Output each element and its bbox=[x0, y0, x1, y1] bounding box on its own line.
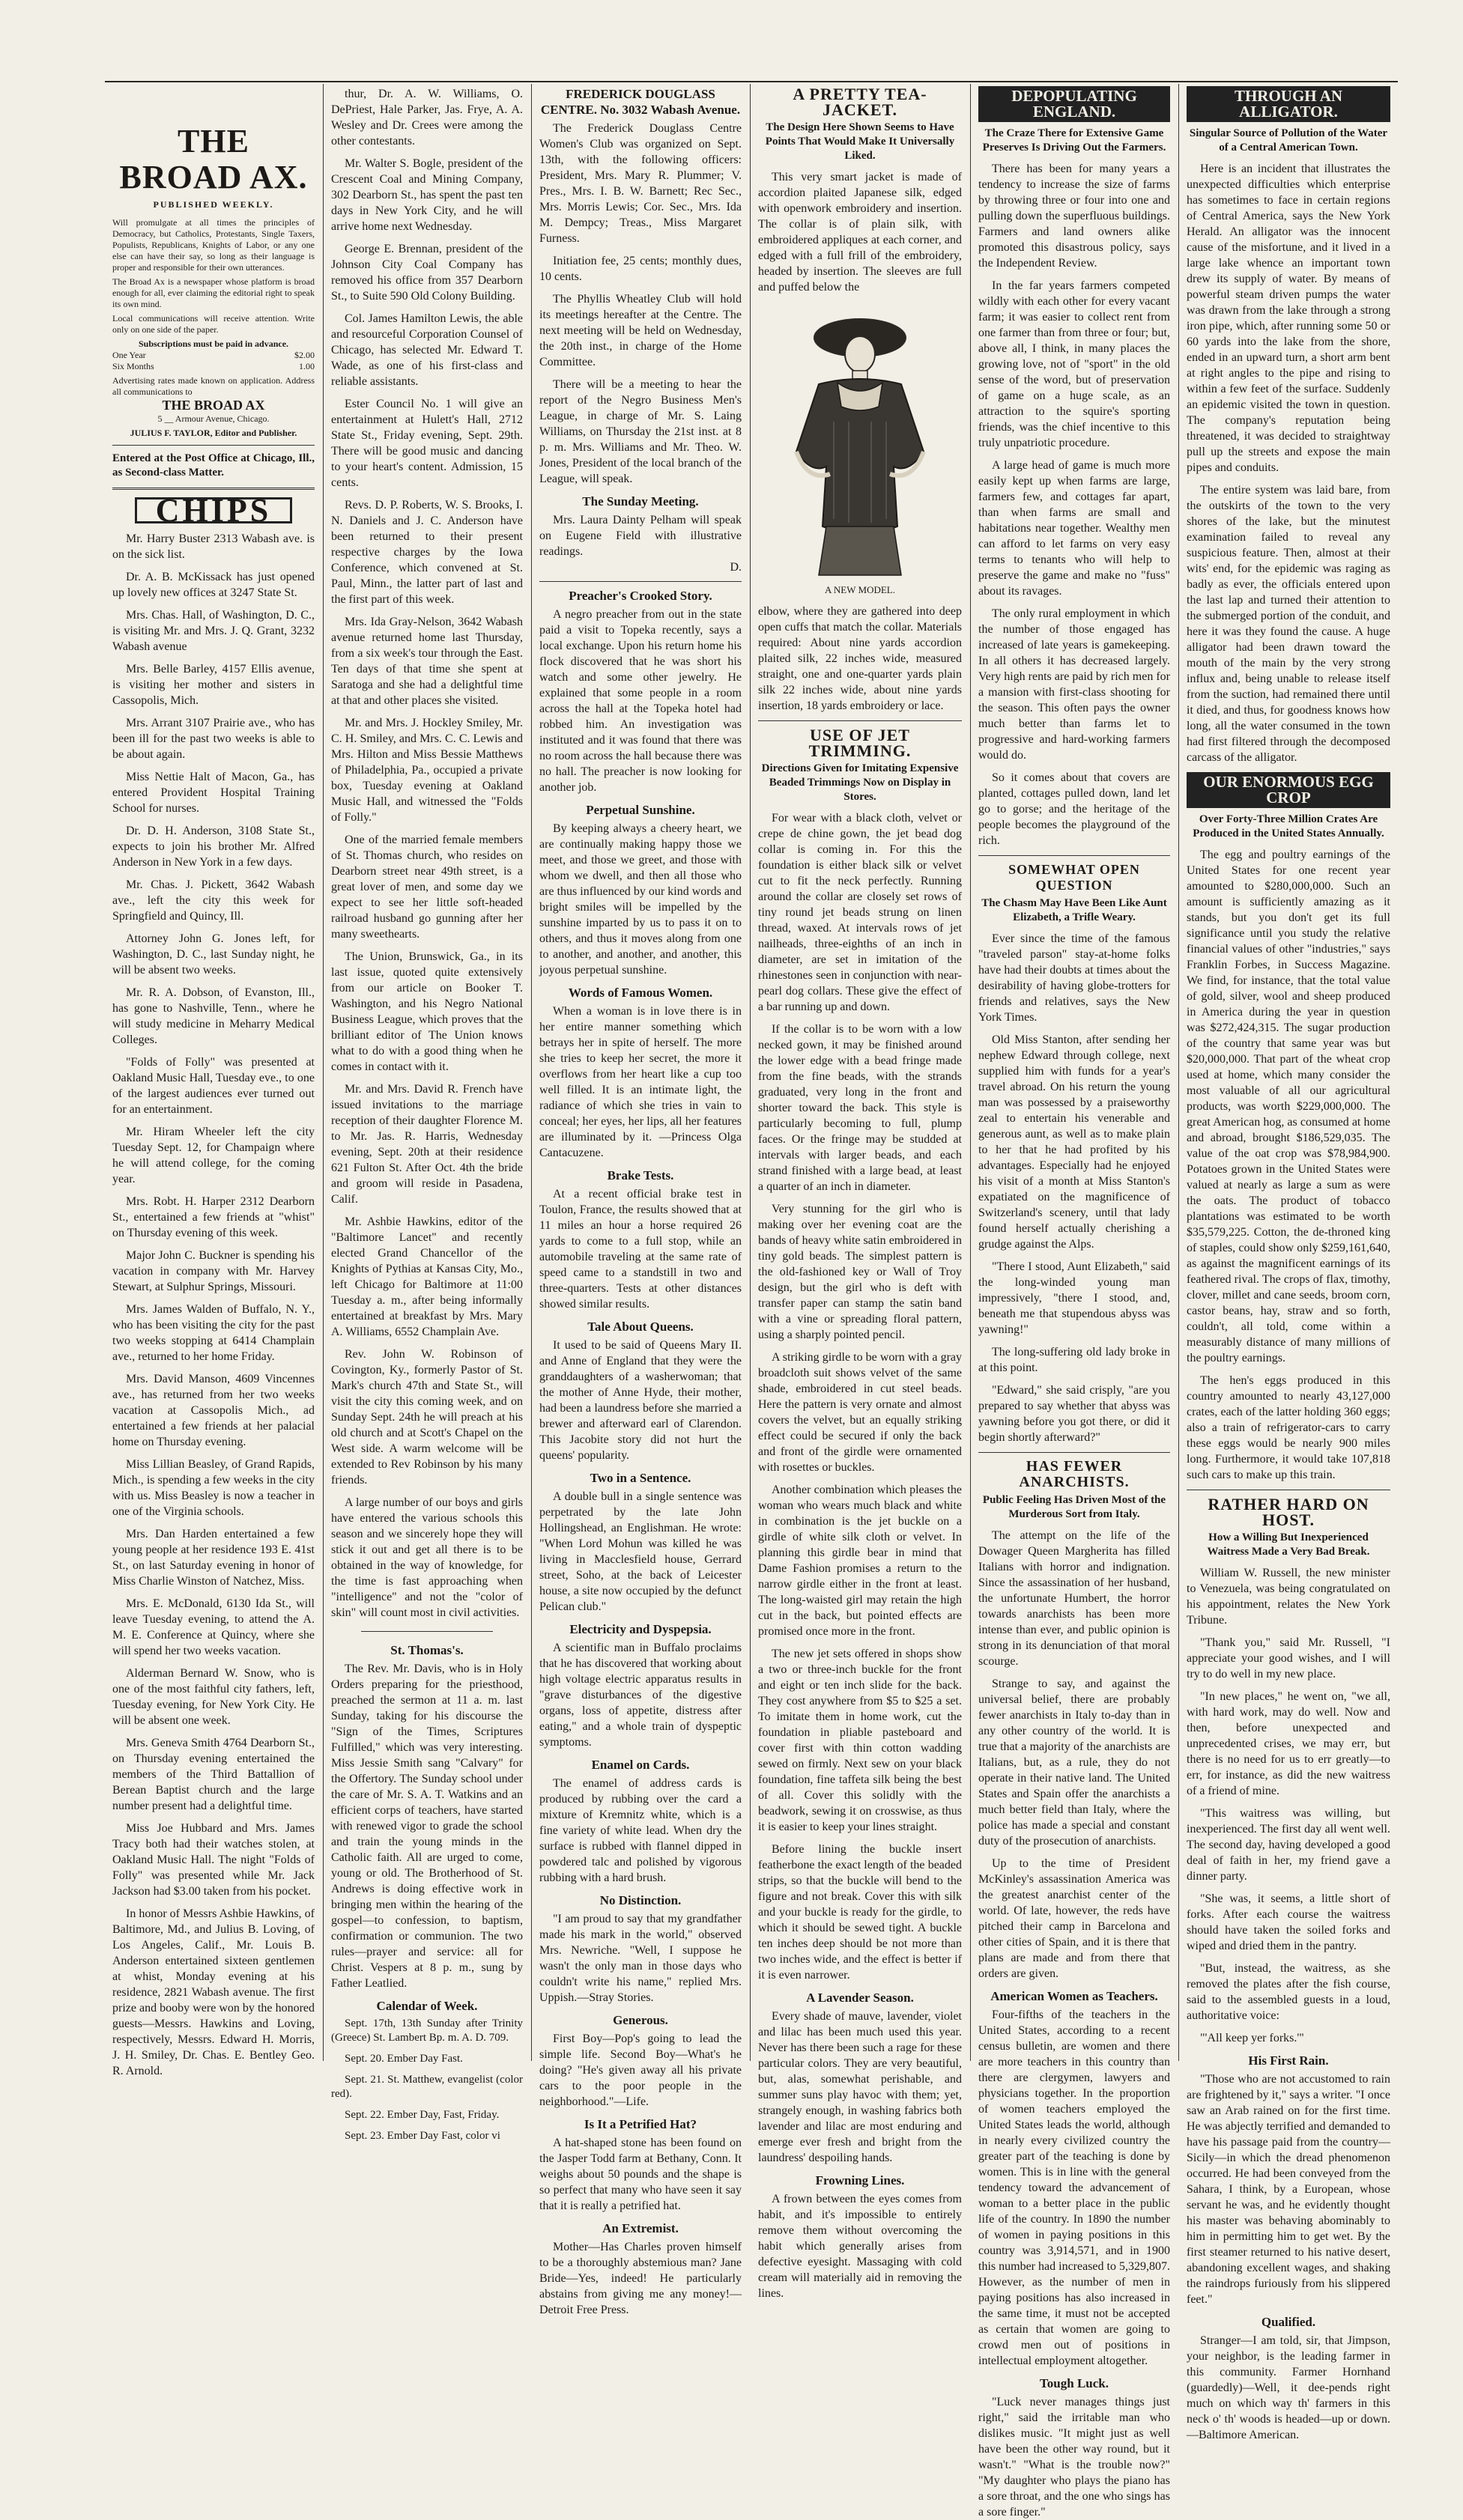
egg-deck: Over Forty-Three Million Crates Are Produced in the United States Annually. bbox=[1193, 813, 1384, 840]
column-6 bbox=[1179, 86, 1398, 2441]
news-item: Mr. Walter S. Bogle, president of the Crescent Coal and Mining Company, 302 Dearborn St., has spent the past ten days in New York City, and he will arrive home next Wednesday. bbox=[331, 157, 523, 233]
st-thomas-heading: St. Thomas's. bbox=[390, 1643, 464, 1657]
divider bbox=[361, 1631, 493, 1632]
jet-paragraph: A striking girdle to be worn with a gray broadcloth suit shows velvet of the same shade, embroidered in cut steel beads. Here the pattern is very ornate and almost covers the velvet, but an equally striking effect could be secured if only the back and front of the girdle were ornamented with rosettes or buckles. bbox=[758, 1351, 962, 1474]
column-5 bbox=[971, 86, 1178, 2519]
news-item: Rev. John W. Robinson of Covington, Ky., formerly Pastor of St. Mark's church 47th and State St., will visit the city this coming week, and on Sunday Sept. 24th he will preach at his old church and at Scott's Chapel on the West side. A warm welcome will be extended to Rev Robinson by his many friends. bbox=[331, 1348, 523, 1487]
chip-item: Mr. R. A. Dobson, of Evanston, Ill., has gone to Nashville, Tenn., where he will study medicine in Meharry Medical Colleges. bbox=[112, 986, 315, 1046]
fd-list bbox=[539, 121, 742, 487]
news-item: Mr. and Mrs. David R. French have issued invitations to the marriage reception of their daughter Florence M. to Mr. Jas. R. Harris, Wednesday evening, Sept. 20th at their residence 621 Fulton St. After Oct. 4th the bride and groom will reside in Pasadena, Calif. bbox=[331, 1083, 523, 1206]
host-deck: How a Willing But Inexperienced Waitress Made a Very Bad Break. bbox=[1207, 1531, 1370, 1558]
news-item: George E. Brennan, president of the Johnson City Coal Company has removed his office from 357 Dearborn St., to Suite 590 Old Colony Building. bbox=[331, 243, 523, 303]
host-paragraph: "'All keep yer forks.'" bbox=[1200, 2032, 1304, 2044]
chip-item: Miss Joe Hubbard and Mrs. James Tracy both had their watches stolen, at Oakland Music Hall. The night "Folds of Folly" was presented while Mr. Jack Jackson had $3.00 taken from his pocket. bbox=[112, 1822, 315, 1898]
news-item: Revs. D. P. Roberts, W. S. Brooks, I. N. Daniels and J. C. Anderson have been returned to their present respective charges by the Iowa Conference, which convened at St. Paul, Minn., the latter part of last and the first part of this week. bbox=[331, 499, 523, 606]
fd-paragraph: The Phyllis Wheatley Club will hold its meetings hereafter at the Centre. The next meeting will be held on Wednesday, the 20th inst., in charge of the Home Committee. bbox=[539, 293, 742, 368]
depop-deck: The Craze There for Extensive Game Preserves Is Driving Out the Farmers. bbox=[982, 127, 1166, 154]
fd-paragraph: There will be a meeting to hear the report of the Negro Business Men's League, in charge of Mr. S. Laing Williams, on Thursday the 21st inst. at 8 p. m. Mrs. Williams and Mr. Theo. W. Jones, President of the local branch of the League, will speak. bbox=[539, 378, 742, 485]
chip-item: Mrs. James Walden of Buffalo, N. Y., who has been visiting the city for the past two weeks stopping at 6414 Champlain ave., returned to her home Friday. bbox=[112, 1303, 315, 1363]
host-paragraph: "This waitress was willing, but inexperienced. The first day all went well. The second day, having developed a good deal of faith in her, my friend gave a dinner party. bbox=[1187, 1807, 1390, 1883]
chip-item: Mrs. Belle Barley, 4157 Ellis avenue, is visiting her mother and sisters in Cassopolis, Mich. bbox=[112, 663, 315, 707]
enamel-heading: Enamel on Cards. bbox=[591, 1758, 690, 1772]
sunday-heading: The Sunday Meeting. bbox=[582, 494, 699, 508]
brake-heading: Brake Tests. bbox=[607, 1168, 674, 1182]
depop-paragraph: The only rural employment in which the number of those engaged has increased of late years is gamekeeping. In all others it has decreased largely. Very high rents are paid by rich men for a mansion with first-class shooting for the season. This often pays the owner much better than farms let to progressive and hard-working farmers would do. bbox=[978, 607, 1170, 762]
petrified-heading: Is It a Petrified Hat? bbox=[584, 2117, 697, 2131]
distinction-heading: No Distinction. bbox=[599, 1893, 682, 1907]
alligator-list bbox=[1187, 161, 1390, 765]
tough-heading: Tough Luck. bbox=[1040, 2376, 1109, 2390]
news-item: Mr. Ashbie Hawkins, editor of the "Baltimore Lancet" and recently elected Grand Chancellor of the Knights of Pythias at Kansas City, Mo., left Chicago for Baltimore at 11:00 Tuesday a. m., after being informally entertained at breakfast by Mrs. Mary A. Williams, 6552 Champlain Ave. bbox=[331, 1215, 523, 1338]
advertising-note: Advertising rates made known on application. Address all communications to bbox=[112, 375, 315, 397]
news-item: Col. James Hamilton Lewis, the able and resourceful Corporation Counsel of Chicago, has selected Mr. Edward T. Wade, as one of his first-class and reliable assistants. bbox=[331, 312, 523, 388]
jet-deck: Directions Given for Imitating Expensive Beaded Trimmings Now on Display in Stores. bbox=[761, 762, 959, 803]
depop-paragraph: So it comes about that covers are planted, cottages pulled down, land let go to gorse; and the heritage of the people becomes the playground of the rich. bbox=[978, 771, 1170, 847]
petrified-body: A hat-shaped stone has been found on the Jasper Todd farm at Bethany, Conn. It weighs about 50 pounds and the shape is so perfect that many who have seen it say that it is really a petrified hat. bbox=[539, 2137, 742, 2212]
chip-item: Alderman Bernard W. Snow, who is one of the most faithful city fathers, left, Tuesday evening, for New York City. He will be absent one week. bbox=[112, 1667, 315, 1727]
chip-item: Mrs. Robt. H. Harper 2312 Dearborn St., entertained a few friends at "whist" on Thursday evening of this week. bbox=[112, 1195, 315, 1239]
host-paragraph: "But, instead, the waitress, as she removed the plates after the fish course, said to the assembled guests in a loud, authoritative voice: bbox=[1187, 1962, 1390, 2022]
alligator-paragraph: The entire system was laid bare, from the outskirts of the town to the very shores of the lake, but the minutest examination failed to reveal any suspicious feature. Then, almost at their wits' end, for the epidemic was raging as badly as ever, the officials entered upon the last lap and turned their attention to the submerged portion of the conduit, and here it was they found the cause. A huge alligator had been drawn toward the mouth of the main by the very strong influx and, being unable to release itself from the suction, had remained there until it died, and thus, for goodness knows how long, all the water consumed in the town had first filtered through the decomposed carcass of the alligator. bbox=[1187, 484, 1390, 764]
depop-heading: DEPOPULATING ENGLAND. bbox=[978, 86, 1170, 122]
alligator-heading: THROUGH AN ALLIGATOR. bbox=[1187, 86, 1390, 122]
anarch-paragraph: Strange to say, and against the universal belief, there are probably fewer anarchists in Italy to-day than in any other country of the world. It is true that a majority of the anarchists are Italians, but, as a rule, they do not operate in their native land. The United States and Spain offer the anarchists a much better field than Italy, where the police has made a special and constant duty of the prosecution of anarchists. bbox=[978, 1678, 1170, 1848]
calendar-heading: Calendar of Week. bbox=[376, 1999, 478, 2013]
open-heading: SOMEWHAT OPEN QUESTION bbox=[1008, 862, 1140, 893]
calendar-list bbox=[331, 2017, 523, 2143]
dyspepsia-body: A scientific man in Buffalo proclaims that he has discovered that working about high voltage electric apparatus results in "grave disturbances of the digestive organs, loss of appetite, distress after eating," and a whole train of dyspeptic symptoms. bbox=[539, 1642, 742, 1749]
chips-heading: CHIPS bbox=[135, 497, 292, 523]
enamel-body: The enamel of address cards is produced by rubbing over the card a mixture of Kremnitz white, which is a fine variety of white lead. When dry the surface is rubbed with flannel dipped in powdered talc and polished by vigorous rubbing with a hard brush. bbox=[539, 1777, 742, 1884]
host-list bbox=[1187, 1565, 1390, 2046]
masthead-subtitle: PUBLISHED WEEKLY. bbox=[153, 199, 274, 210]
lavender-heading: A Lavender Season. bbox=[806, 1991, 914, 2005]
jacket-body: This very smart jacket is made of accordion plaited Japanese silk, edged with openwork embroidery and insertion. The collar is of plain silk, with embroidered appliques at each corner, and edged with a full frill of the embroidery, headed by insertion. The sleeves are full and puffed below the bbox=[758, 171, 962, 294]
alligator-deck: Singular Source of Pollution of the Water of a Central American Town. bbox=[1189, 127, 1388, 154]
qualified-body: Stranger—I am told, sir, that Jimpson, your neighbor, is the leading farmer in this community. Farmer Hornhand (guardedly)—Well, it dee-pends right much on which way th' farmers in this neck o' th' woods is headed—up or down.—Baltimore American. bbox=[1187, 2334, 1390, 2441]
divider bbox=[978, 1452, 1170, 1453]
jet-paragraph: If the collar is to be worn with a low necked gown, it may be finished around the lower edge with a bead fringe made from the fine beads, with the strands graduated, very long in the front and shorter toward the back. This style is particularly becoming to full, plump faces. Or the fringe may be studded at intervals with larger beads, and each strand finished with a large bead, at least a quarter of an inch in diameter. bbox=[758, 1023, 962, 1193]
jet-paragraph: Another combination which pleases the woman who wears much black and white in combination is the jet buckle on a girdle of white silk cloth or velvet. In planning this girdle bear in mind that Dame Fashion promises a return to the narrow girdle either in the front at least. The long-waisted girl may retain the high cut in the back, but pointed effects are promised once more in the front. bbox=[758, 1484, 962, 1638]
words-heading: Words of Famous Women. bbox=[568, 986, 713, 1000]
anarch-paragraph: Up to the time of President McKinley's assassination America was the greatest anarchist center of the world. Of late, however, the reds have pitched their camp in Barcelona and other cities of Spain, and it is there that plans are made and from there that orders are given. bbox=[978, 1857, 1170, 1980]
sentence-heading: Two in a Sentence. bbox=[590, 1471, 691, 1485]
divider bbox=[758, 720, 962, 721]
extremist-body: Mother—Has Charles proven himself to be a thoroughly abstemious man? Jane Bride—Yes, indeed! He particularly abstains from giving me any money!—Detroit Free Press. bbox=[539, 2241, 742, 2316]
open-deck: The Chasm May Have Been Like Aunt Elizabeth, a Trifle Weary. bbox=[981, 897, 1167, 923]
rate-label: One Year bbox=[112, 350, 146, 360]
fd-paragraph: Initiation fee, 25 cents; monthly dues, 10 cents. bbox=[539, 255, 742, 283]
jet-paragraph: For wear with a black cloth, velvet or crepe de chine gown, the jet bead dog collar is coming in. For this the foundation is either black silk or velvet cut to fit the neck perfectly. Running around the collar are closely set rows of tiny round jet beads strung on linen thread, waxed. At intervals rows of jet nailheads, three-eighths of an inch in diameter, are set in imitation of the rhinestones seen in conjunction with near-pearl dog collars. These give the effect of a bar running up and down. bbox=[758, 812, 962, 1013]
jet-paragraph: Very stunning for the girl who is making over her evening coat are the bands of heavy white satin embroidered in tiny gold beads. The simplest pattern is the old-fashioned key or Wall of Troy design, but the girl who is deft with transfer paper can stamp the satin band with a vine or spreading floral pattern, using a sharply pointed pencil. bbox=[758, 1203, 962, 1341]
depop-paragraph: There has been for many years a tendency to increase the size of farms by throwing three or four into one and pulling down the superfluous buildings. Farmers and land owners alike promoted this disastrous policy, says the Independent Review. bbox=[978, 163, 1170, 270]
news-item: thur, Dr. A. W. Williams, O. DePriest, Hale Parker, Jas. Frye, A. A. Wesley and Dr. Crees were among the other contestants. bbox=[331, 88, 523, 148]
egg-paragraph: The egg and poultry earnings of the United States for one recent year amounted to $280,000,000. Such an amount is sufficiently amazing as it stands, but you don't get its full significance until you study the relative financial values of other "industries," says Franklin Forbes, in Success Magazine. We find, for instance, that the total value of gold, silver, wool and sheep produced in America during the year in question was $272,424,315. The sugar production of the country that same year was but $20,000,000. That part of the wheat crop used at home, which many consider the most valuable of all our agricultural products, was worth $229,000,000. The great American hog, as consumed at home and abroad, brought $186,529,035. The value of the oat crop was $78,984,900. Potatoes grown in the United States were valued at nearly as large a sum as were the oats. The product of tobacco plantations was estimated to be worth $35,579,225. Cotton, the de-throned king of staples, could show only $259,161,640, as against the magnificent earnings of its feathered rival. The crops of flax, timothy, clover, millet and cane seeds, broom corn, castor beans, hay, straw and so forth, couldn't, all told, come within a measurably distance of many millions of the poultry earnings. bbox=[1187, 848, 1390, 1364]
jet-list bbox=[758, 810, 962, 1983]
generous-heading: Generous. bbox=[613, 2013, 668, 2027]
chip-item: Dr. A. B. McKissack has just opened up lovely new offices at 3247 State St. bbox=[112, 571, 315, 599]
fd-heading: FREDERICK DOUGLASS CENTRE. No. 3032 Wabash Avenue. bbox=[540, 87, 741, 117]
jet-paragraph: The new jet sets offered in shops show a two or three-inch buckle for the front and eight or ten inch slide for the back. They cost anywhere from $5 to $25 a set. To imitate them in home work, cut the foundation in pliable pasteboard and cover first with thin cotton wadding sewed on firmly. Next sew on your black foundation, fine taffeta silk being the best of all. Cover this solidly with the beadwork, sewing it on crosswise, as thus it is easier to keep your lines straight. bbox=[758, 1648, 962, 1833]
top-rule bbox=[105, 81, 1398, 82]
alligator-paragraph: Here is an incident that illustrates the unexpected difficulties which enterprise has sometimes to face in certain regions of Central America, says the New York Herald. An alligator was the innocent cause of the misfortune, and it lived in a large lake whence an important town drew its supply of water. By means of powerful steam driven pumps the water was drawn from the lake through a strong iron pipe, which, after running some 50 or 60 yards into the lake from the shore, ended in an upward turn, a short arm bent at right angles to the pipe and rising to within a few feet of the surface. Suddenly an epidemic visited the town in question. The company's reputation being threatened, it was decided to straightway pull up the streets and expose the main pipes and conduits. bbox=[1187, 163, 1390, 474]
rate-label: Six Months bbox=[112, 361, 154, 371]
column-1 bbox=[105, 86, 322, 2077]
anarch-list bbox=[978, 1528, 1170, 1982]
chips-list bbox=[112, 531, 315, 2079]
egg-heading: OUR ENORMOUS EGG CROP bbox=[1187, 772, 1390, 808]
news-item: Mr. and Mrs. J. Hockley Smiley, Mr. C. H. Smiley, and Mrs. C. C. Lewis and Mrs. Hilton and Miss Bessie Matthews of Philadelphia, Pa., occupied a private box, Tuesday evening at Oakland Music Hall, and witnessed the "Folds of Folly." bbox=[331, 717, 523, 824]
jacket-deck: The Design Here Shown Seems to Have Points That Would Make It Universally Liked. bbox=[765, 121, 955, 162]
masthead bbox=[112, 86, 315, 213]
chip-item: Mr. Hiram Wheeler left the city Tuesday Sept. 12, for Champaign where he will attend college, for the coming year. bbox=[112, 1126, 315, 1185]
divider bbox=[539, 581, 742, 582]
chip-item: In honor of Messrs Ashbie Hawkins, of Baltimore, Md., and Julius B. Loving, of Los Angeles, Calif., Mr. Louis B. Anderson entertained sixteen gentlemen at whist, Monday evening at his residence, 2821 Wabash avenue. The first prize and booby were won by the honored guests—Messrs. Hawkins and Loving, respectively, Messrs. Edward H. Morris, J. H. Smiley, Dr. Chas. E. Bentley Geo. R. Arnold. bbox=[112, 1907, 315, 2077]
rain-heading: His First Rain. bbox=[1248, 2053, 1329, 2068]
rate-price: $2.00 bbox=[294, 350, 315, 360]
masthead-communications: Local communications will receive attention. Write only on one side of the paper. bbox=[112, 313, 315, 335]
calendar-item: Sept. 23. Ember Day Fast, color vi bbox=[345, 2130, 500, 2142]
entered-note: Entered at the Post Office at Chicago, Ill., as Second-class Matter. bbox=[112, 452, 315, 479]
anarch-paragraph: The attempt on the life of the Dowager Queen Margherita has filled Italians with horror and indignation. Since the assassination of her husband, the unfortunate Humbert, the horror towards anarchists has been more intense than ever, and public opinion is strong in its denunciation of that moral scourge. bbox=[978, 1529, 1170, 1668]
teachers-heading: American Women as Teachers. bbox=[990, 1989, 1158, 2003]
chip-item: Mrs. Dan Harden entertained a few young people at her residence 193 E. 41st St., on last Saturday evening in honor of Miss Charlie Winston of Natchez, Miss. bbox=[112, 1528, 315, 1588]
news-item: The Union, Brunswick, Ga., in its last issue, quoted quite extensively from our article on Booker T. Washington, and his Negro National Business League, which proves that the brilliant editor of The Union knows what to do with a good thing when he comes in contact with it. bbox=[331, 950, 523, 1073]
depop-paragraph: A large head of game is much more easily kept up when farms are large, farmers few, and cottages far apart, than when farms are small and habitations near together. Wealthy men can afford to let farms on very easy terms to tenants who will help to preserve the game and make no "fuss" about its ravages. bbox=[978, 459, 1170, 598]
egg-list bbox=[1187, 847, 1390, 1483]
rate-row bbox=[112, 361, 315, 372]
divider bbox=[978, 855, 1170, 856]
open-list bbox=[978, 931, 1170, 1445]
open-paragraph: Old Miss Stanton, after sending her nephew Edward through college, next supplied him with funds for a year's travel abroad. On his return the young man was possessed by a praiseworthy zeal to entertain his venerable and generous aunt, as well as to make plain to her that he had profited by his advantages. Especially had he enjoyed his visit of a month at Miss Stanton's expatiated on the magnificence of Switzerland's scenery, until that lady found herself actually cherishing a grudge against the Alps. bbox=[978, 1033, 1170, 1251]
rate-row bbox=[112, 350, 315, 361]
distinction-body: "I am proud to say that my grandfather made his mark in the world," observed Mrs. Newriche. "Well, I suppose he wasn't the only man in those days who couldn't write his name," replied Mrs. Uppish.—Stray Stories. bbox=[539, 1913, 742, 2004]
sunday-body: Mrs. Laura Dainty Pelham will speak on Eugene Field with illustrative readings. bbox=[539, 514, 742, 558]
sunshine-body: By keeping always a cheery heart, we are continually making happy those we meet, and those we greet, and those with whom we dwell, and then all those who are thus influenced by our kind words and bright smiles will be impelled by the sunshine imparted by us to pass it on to others, and thus it moves along from one to another, and another, and another, this joyous perpetual sunshine. bbox=[539, 822, 742, 977]
depop-list bbox=[978, 161, 1170, 848]
jet-heading: USE OF JET TRIMMING. bbox=[808, 726, 912, 760]
chip-item: Mrs. E. McDonald, 6130 Ida St., will leave Tuesday evening, to attend the A. M. E. Conference at Quincy, where she will spend her two weeks vacation. bbox=[112, 1597, 315, 1657]
open-paragraph: Ever since the time of the famous "traveled parson" stay-at-home folks have had their doubts at times about the desirability of having globe-trotters for friends and relatives, says the New York Times. bbox=[978, 932, 1170, 1024]
rate-price: 1.00 bbox=[299, 361, 315, 371]
host-heading: RATHER HARD ON HOST. bbox=[1208, 1495, 1369, 1529]
address-line: 5 __ Armour Avenue, Chicago. bbox=[157, 413, 270, 424]
open-paragraph: "There I stood, Aunt Elizabeth," said the long-winded young man impressively, "there I stood, and, beneath me that stupendous abyss was yawning!" bbox=[978, 1260, 1170, 1336]
news-item: A large number of our boys and girls have entered the various schools this season and we sincerely hope they will stick it out and get all there is to be obtained in the way of knowledge, for the time is fast approaching when "intelligence" and not the "color of skin" will count most in civil activities. bbox=[331, 1496, 523, 1619]
generous-body: First Boy—Pop's going to lead the simple life. Second Boy—What's he doing? "He's given away all his private cars to the poor people in the neighborhood."—Life. bbox=[539, 2032, 742, 2108]
column-4 bbox=[751, 85, 969, 2300]
col2-list bbox=[331, 86, 523, 1621]
woman-in-jacket-icon bbox=[774, 302, 946, 579]
open-paragraph: "Edward," she said crisply, "are you prepared to say whether that abyss was yawning before you got there, or did it begin shortly afterward?" bbox=[978, 1384, 1170, 1444]
egg-paragraph: The hen's eggs produced in this country amounted to nearly 43,127,000 crates, each of the latter holding 360 eggs; also a train of refrigerator-cars to carry these eggs would be nearly 900 miles long. Furthermore, it would take 107,818 such cars to make up this train. bbox=[1187, 1374, 1390, 1481]
host-paragraph: "She was, it seems, a little short of forks. After each course the waitress should have taken the soiled forks and wiped and dried them in the pantry. bbox=[1187, 1892, 1390, 1952]
calendar-item: Sept. 20. Ember Day Fast. bbox=[345, 2053, 463, 2065]
divider bbox=[112, 445, 315, 446]
calendar-item: Sept. 22. Ember Day, Fast, Friday. bbox=[345, 2109, 500, 2121]
illustration-caption: A NEW MODEL. bbox=[824, 584, 895, 595]
jacket-heading: A PRETTY TEA-JACKET. bbox=[793, 85, 927, 119]
chip-item: Mrs. Chas. Hall, of Washington, D. C., is visiting Mr. and Mrs. J. Q. Grant, 3232 Wabash avenue bbox=[112, 609, 315, 653]
editor-line: JULIUS F. TAYLOR, Editor and Publisher. bbox=[130, 428, 297, 438]
dyspepsia-heading: Electricity and Dyspepsia. bbox=[569, 1622, 712, 1636]
jet-paragraph: Before lining the buckle insert featherbone the exact length of the beaded strips, so that the buckle will bend to the figure and not break. Cover this with silk and your buckle is ready for the girdle, to which it should be sewed tight. A buckle ten inches deep should be not more than two inches wide, and the effect is better if it is even narrower. bbox=[758, 1843, 962, 1982]
depop-paragraph: In the far years farmers competed wildly with each other for every vacant farm; it was easier to collect rent from one farmer than from three or four; but, above all, I think, in many places the growing love, not of "sport" in the old sense of the word, but of preservation of game on a huge scale, as an attraction to the squire's sporting friends, was the chief incentive to this truly unpatriotic procedure. bbox=[978, 279, 1170, 449]
frowning-heading: Frowning Lines. bbox=[815, 2173, 905, 2187]
words-body: When a woman is in love there is in her entire manner something which betrays her in spite of herself. The more she tries to keep her secret, the more it overflows from her heart like a cup too well filled. It is an intimate light, the radiance of which she tries in vain to conceal; her eyes, her lips, all her features are illuminated by it. —Princess Olga Cantacuzene. bbox=[539, 1005, 742, 1159]
st-thomas-body: The Rev. Mr. Davis, who is in Holy Orders preparing for the priesthood, preached the sermon at 11 a. m. last Sunday, taking for his discourse the "Sign of the Times, Scriptures Fulfilled," which was very interesting. Miss Jessie Smith sang "Calvary" for the Offertory. The Sunday school under the care of Mr. S. A. T. Watkins and an efficient corps of teachers, have started with renewed vigor to grade the school and train the young minds in the Catholic faith. All are urged to come, young or old. The Brotherhood of St. Andrews is doing effective work in bringing men within the hearing of the gospel—to confession, to baptism, confirmation or communion. The two rules—prayer and service: all for Christ. Vespers at 8 p. m., sung by Father Leatlied. bbox=[331, 1663, 523, 1990]
column-3 bbox=[532, 86, 749, 2316]
rain-body: "Those who are not accustomed to rain are frightened by it," says a writer. "I once saw an Arab rained on for the first time. He was abjectly terrified and demanded to have his passage paid from the country—Sicily—in which the dread phenomenon occurred. He had been conveyed from the Sahara, I think, by a European, whose servant he was, and he evidently thought his master was behaving abominably to him in permitting him to get wet. By the first steamer returned to his native desert, abandoning excellent wages, and shaking the raindrops furiously from his slippered feet." bbox=[1187, 2073, 1390, 2306]
news-item: One of the married female members of St. Thomas church, who resides on Dearborn street near 49th street, is a great lover of men, and some day we expect to see her little soft-headed railroad husband go gunning after her many sweethearts. bbox=[331, 834, 523, 941]
calendar-item: Sept. 17th, 13th Sunday after Trinity (Greece) St. Lambert Bp. m. A. D. 709. bbox=[331, 2017, 523, 2044]
crooked-body: A negro preacher from out in the state paid a visit to Topeka recently, says a local exchange. Upon his return home his flock discovered that he was short his watch and some other jewelry. He explained that some people in a room across the hall at the Topeka hotel had robbed him. An investigation was instituted and it was found that there was no room across the hall because there was no hall. The preacher is now looking for another job. bbox=[539, 608, 742, 794]
masthead-policy: Will promulgate at all times the principles of Democracy, but Catholics, Protestants, Single Taxers, Populists, Republicans, Knights of Labor, or any one else can have their say, so long as their language is proper and responsible for their own utterances. bbox=[112, 217, 315, 273]
queens-heading: Tale About Queens. bbox=[587, 1320, 694, 1334]
chip-item: Miss Lillian Beasley, of Grand Rapids, Mich., is spending a few weeks in the city with us. Miss Beasley is now a teacher in one of the Virginia schools. bbox=[112, 1458, 315, 1518]
tea-jacket-illustration bbox=[774, 302, 946, 579]
chip-item: Dr. D. H. Anderson, 3108 State St., expects to join his brother Mr. Alfred Anderson in New York in a few days. bbox=[112, 825, 315, 869]
anarch-heading: HAS FEWER ANARCHISTS. bbox=[1019, 1458, 1130, 1490]
extremist-heading: An Extremist. bbox=[602, 2221, 679, 2235]
sentence-body: A double bull in a single sentence was perpetrated by the late John Hollingshead, an Englishman. He wrote: "When Lord Mohun was killed he was living in Macclesfield house, Gerrard street, Soho, at the back of Leicester house, a site now occupied by the defunct Pelican club." bbox=[539, 1490, 742, 1613]
chip-item: "Folds of Folly" was presented at Oakland Music Hall, Tuesday eve., to one of the largest audiences ever turned out for an entertainment. bbox=[112, 1056, 315, 1116]
subscriptions-note: Subscriptions must be paid in advance. bbox=[138, 338, 289, 349]
chip-item: Mrs. Geneva Smith 4764 Dearborn St., on Thursday evening entertained the members of the Third Battallion of Berean Baptist church and the large number present had a delightful time. bbox=[112, 1737, 315, 1812]
chip-item: Miss Nettie Halt of Macon, Ga., has entered Provident Hospital Training School for nurses. bbox=[112, 771, 315, 815]
tough-body: "Luck never manages things just right," said the irritable man who dislikes music. "It might just as well have been the other way round, but it wasn't." "What is the trouble now?" "My daughter who plays the piano has a sore throat, and the one who sings has a sore finger." bbox=[978, 2396, 1170, 2519]
fd-paragraph: The Frederick Douglass Centre Women's Club was organized on Sept. 13th, with the following officers: President, Mrs. Mary R. Plummer; V. Pres., Mrs. I. B. W. Barnett; Rec Sec., Mrs. Morris Lewis; Cor. Sec., Mrs. Ida M. Dempcy; Treas., Miss Margaret Furness. bbox=[539, 122, 742, 245]
masthead-note: The Broad Ax is a newspaper whose platform is broad enough for all, ever claiming the editorial right to speak its own mind. bbox=[112, 276, 315, 309]
masthead-title: THE BROAD AX. bbox=[119, 123, 308, 195]
address-name: THE BROAD AX bbox=[162, 398, 265, 413]
host-paragraph: "Thank you," said Mr. Russell, "I appreciate your good wishes, and I will try to do well in my new place. bbox=[1187, 1636, 1390, 1680]
chip-item: Major John C. Buckner is spending his vacation in company with Mr. Harvey Stewart, at Sulphur Springs, Missouri. bbox=[112, 1249, 315, 1293]
sunday-signature: D. bbox=[730, 561, 742, 574]
teachers-body: Four-fifths of the teachers in the United States, according to a recent census bulletin, are women and there are more teachers in this country than there are clergymen, lawyers and physicians together. In the proportion of women teachers employed the United States leads the world, although in nearly every civilized country the greater part of the teaching is done by women. This is in line with the general tendency toward the advancement of woman to a better place in the public life of the country. In 1890 the number of women in paying positions in this country was 3,914,571, and in 1900 this number had increased to 5,329,807. However, as the number of men in paying positions has also increased in the same time, it must not be accepted as certain that women are going to crowd men out of positions in intellectual employment altogether. bbox=[978, 2009, 1170, 2367]
qualified-heading: Qualified. bbox=[1261, 2315, 1316, 2329]
jacket-body-cont: elbow, where they are gathered into deep open cuffs that match the collar. Materials required: About nine yards accordion plaited silk, 22 inches wide, measured straight, one and one-quarter yards plain silk 22 inches wide, about nine yards insertion, 18 yards embroidery or lace. bbox=[758, 605, 962, 712]
divider bbox=[112, 488, 315, 490]
brake-body: At a recent official brake test in Toulon, France, the results showed that at 11 miles an hour a horse required 26 yards to come to a full stop, while an automobile traveling at the same rate of speed came to a standstill in two and three-quarters. Tests at other distances showed similar results. bbox=[539, 1188, 742, 1311]
chip-item: Mrs. Arrant 3107 Prairie ave., who has been ill for the past two weeks is able to be about again. bbox=[112, 717, 315, 761]
news-item: Ester Council No. 1 will give an entertainment at Hulett's Hall, 2712 State St., Friday evening, Sept. 29th. There will be good music and dancing to your heart's content. Admission, 15 cents. bbox=[331, 398, 523, 489]
host-paragraph: William W. Russell, the new minister to Venezuela, was being congratulated on his appointment, relates the New York Tribune. bbox=[1187, 1567, 1390, 1627]
crooked-heading: Preacher's Crooked Story. bbox=[569, 589, 712, 603]
queens-body: It used to be said of Queens Mary II. and Anne of England that they were the granddaughters of a washerwoman; that the mother of Anne Hyde, their mother, had been a laundress before she married a brewer and afterward earl of Clarendon. This Jacobite story did not hurt the queens' popularity. bbox=[539, 1339, 742, 1462]
chip-item: Attorney John G. Jones left, for Washington, D. C., last Sunday night, he will be absent two weeks. bbox=[112, 932, 315, 977]
host-paragraph: "In new places," he went on, "we all, with hard work, may do well. Now and then, before unexpected and unprecedented crises, we may err, but there is no need for us to err greatly—to err, for instance, as did the new waitress of a friend of mine. bbox=[1187, 1690, 1390, 1797]
open-paragraph: The long-suffering old lady broke in at this point. bbox=[978, 1346, 1170, 1374]
chip-item: Mrs. David Manson, 4609 Vincennes ave., has returned from her two weeks vacation at Cassopolis Mich., ad entertained a few friends at her palacial home on Thursday evening. bbox=[112, 1373, 315, 1448]
anarch-deck: Public Feeling Has Driven Most of the Murderous Sort from Italy. bbox=[982, 1494, 1166, 1520]
news-item: Mrs. Ida Gray-Nelson, 3642 Wabash avenue returned home last Thursday, from a six week's tour through the East. Ten days of that time she spent at Saratoga and she had a delightful time at that and other places she visited. bbox=[331, 616, 523, 707]
column-2 bbox=[324, 86, 530, 2142]
chip-item: Mr. Harry Buster 2313 Wabash ave. is on the sick list. bbox=[112, 532, 315, 561]
chip-item: Mr. Chas. J. Pickett, 3642 Wabash ave., left the city this week for Springfield and Quincy, Ill. bbox=[112, 878, 315, 923]
calendar-item: Sept. 21. St. Matthew, evangelist (color red). bbox=[331, 2074, 523, 2100]
frowning-body: A frown between the eyes comes from habit, and it's impossible to entirely remove them without overcoming the habit which generally arises from defective eyesight. Massaging with cold cream will materially aid in removing the lines. bbox=[758, 2193, 962, 2300]
lavender-body: Every shade of mauve, lavender, violet and lilac has been much used this year. Never has there been such a rage for these particular colors. They are very beautiful, but, alas, somewhat perishable, and summer suns play havoc with them; yet, strangely enough, in washing fabrics both lavender and lilac are most enduring and emerge ever fresh and bright from the laundress' despoiling hands. bbox=[758, 2010, 962, 2164]
sunshine-heading: Perpetual Sunshine. bbox=[586, 803, 695, 817]
